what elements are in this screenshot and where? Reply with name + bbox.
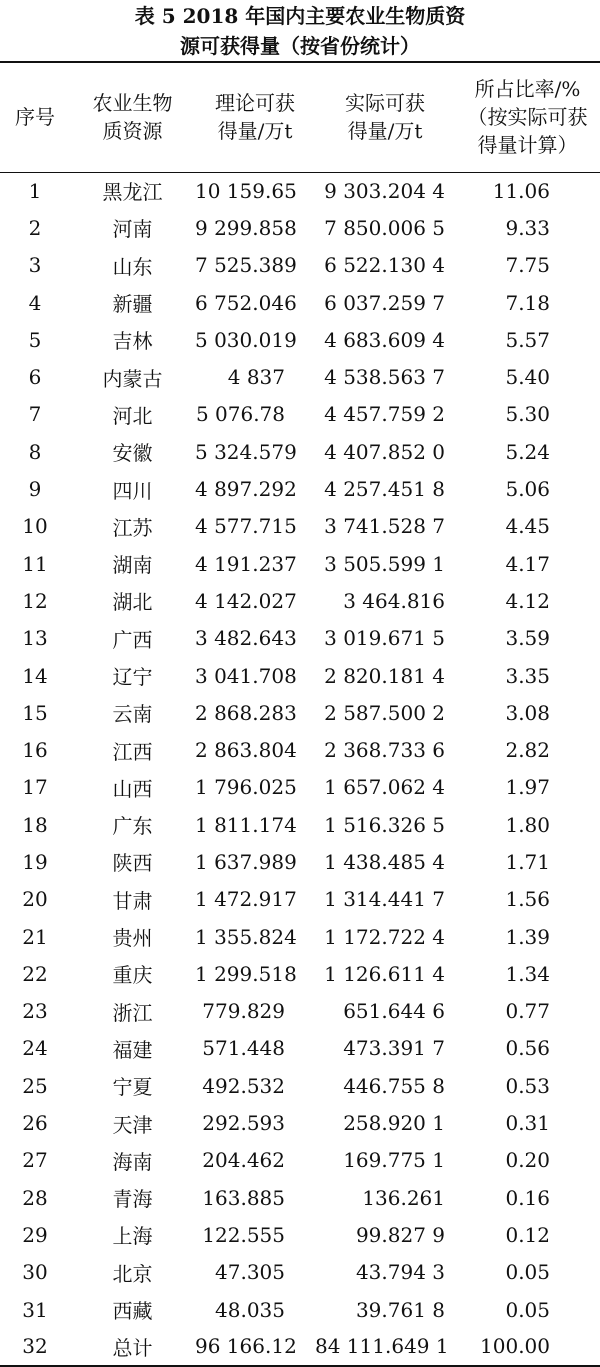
row-index: 26 <box>22 1111 48 1136</box>
row-theoretical-amount: 779.829 <box>202 999 285 1024</box>
row-resource-name: 广西 <box>112 627 153 652</box>
row-resource-name: 安徽 <box>112 441 153 466</box>
row-index: 6 <box>28 365 42 390</box>
row-actual-amount: 1 126.611 4 <box>324 961 445 986</box>
row-resource-name: 江西 <box>112 739 153 764</box>
row-resource-name: 宁夏 <box>112 1075 153 1100</box>
row-ratio: 0.53 <box>505 1073 550 1098</box>
row-index: 7 <box>28 402 42 427</box>
row-index: 28 <box>22 1185 48 1210</box>
row-actual-amount: 1 438.485 4 <box>324 849 445 874</box>
row-ratio: 5.30 <box>505 402 550 427</box>
row-index: 25 <box>22 1073 48 1098</box>
table-row <box>0 1254 600 1291</box>
row-actual-amount: 651.644 6 <box>343 999 445 1024</box>
row-index: 19 <box>22 849 48 874</box>
table-row <box>0 1179 600 1216</box>
row-ratio: 3.08 <box>505 700 550 725</box>
row-theoretical-amount: 4 142.027 <box>195 588 297 613</box>
row-index: 5 <box>28 327 42 352</box>
caption-line-2: 源可获得量（按省份统计） <box>180 34 420 58</box>
row-resource-name: 总计 <box>112 1335 153 1360</box>
row-resource-name: 青海 <box>112 1187 153 1212</box>
row-actual-amount: 3 464.816 <box>343 588 445 613</box>
row-index: 21 <box>22 924 48 949</box>
table-caption <box>0 0 600 61</box>
table-row <box>0 881 600 918</box>
row-resource-name: 湖南 <box>112 553 153 578</box>
row-resource-name: 重庆 <box>112 963 153 988</box>
header-theoretical: 理论可获 得量/万t <box>215 91 295 144</box>
row-resource-name: 浙江 <box>112 1000 153 1025</box>
row-actual-amount: 3 019.671 5 <box>324 626 445 651</box>
row-resource-name: 黑龙江 <box>102 180 163 205</box>
table-row <box>0 172 600 209</box>
row-resource-name: 海南 <box>112 1149 153 1174</box>
row-resource-name: 贵州 <box>112 926 153 951</box>
row-actual-amount: 1 516.326 5 <box>324 812 445 837</box>
row-index: 20 <box>22 887 48 912</box>
row-index: 14 <box>22 663 48 688</box>
table-row <box>0 955 600 992</box>
row-ratio: 1.56 <box>505 887 550 912</box>
row-index: 10 <box>22 514 48 539</box>
row-theoretical-amount: 2 868.283 <box>195 700 297 725</box>
row-resource-name: 四川 <box>112 478 153 503</box>
row-ratio: 7.18 <box>505 290 550 315</box>
row-ratio: 0.05 <box>505 1297 550 1322</box>
row-resource-name: 湖北 <box>112 590 153 615</box>
row-theoretical-amount: 47.305 <box>215 1260 285 1285</box>
row-resource-name: 内蒙古 <box>102 366 163 391</box>
table-body <box>0 172 600 1366</box>
row-ratio: 5.06 <box>505 477 550 502</box>
biomass-table <box>0 61 600 1367</box>
table-row <box>0 843 600 880</box>
row-actual-amount: 6 522.130 4 <box>324 253 445 278</box>
row-theoretical-amount: 292.593 <box>202 1111 285 1136</box>
row-theoretical-amount: 122.555 <box>202 1222 285 1247</box>
row-theoretical-amount: 96 166.12 <box>195 1334 297 1359</box>
row-actual-amount: 6 037.259 7 <box>324 290 445 315</box>
row-index: 27 <box>22 1148 48 1173</box>
row-index: 15 <box>22 700 48 725</box>
row-resource-name: 山西 <box>112 776 153 801</box>
row-theoretical-amount: 1 811.174 <box>195 812 297 837</box>
header-index: 序号 <box>15 105 55 130</box>
row-ratio: 5.40 <box>505 365 550 390</box>
row-index: 23 <box>22 999 48 1024</box>
row-theoretical-amount: 3 041.708 <box>195 663 297 688</box>
row-resource-name: 福建 <box>112 1037 153 1062</box>
row-ratio: 0.77 <box>505 999 550 1024</box>
row-ratio: 5.57 <box>505 327 550 352</box>
row-theoretical-amount: 1 796.025 <box>195 775 297 800</box>
table-row <box>0 1104 600 1141</box>
row-theoretical-amount: 4 897.292 <box>195 477 297 502</box>
row-index: 8 <box>28 439 42 464</box>
table-row <box>0 1216 600 1253</box>
row-theoretical-amount: 10 159.65 <box>195 178 297 203</box>
row-index: 29 <box>22 1222 48 1247</box>
row-index: 1 <box>28 178 42 203</box>
row-ratio: 5.24 <box>505 439 550 464</box>
row-theoretical-amount: 5 324.579 <box>195 439 297 464</box>
row-index: 32 <box>22 1334 48 1359</box>
row-resource-name: 吉林 <box>112 329 153 354</box>
header-actual: 实际可获 得量/万t <box>345 91 425 144</box>
row-ratio: 4.45 <box>505 514 550 539</box>
row-actual-amount: 1 314.441 7 <box>324 887 445 912</box>
row-index: 17 <box>22 775 48 800</box>
row-index: 24 <box>22 1036 48 1061</box>
row-ratio: 0.56 <box>505 1036 550 1061</box>
row-index: 4 <box>28 290 42 315</box>
row-index: 2 <box>28 215 42 240</box>
row-actual-amount: 4 257.451 8 <box>324 477 445 502</box>
row-actual-amount: 3 741.528 7 <box>324 514 445 539</box>
row-ratio: 1.71 <box>505 849 550 874</box>
row-resource-name: 河北 <box>112 403 153 428</box>
table-row <box>0 1067 600 1104</box>
row-actual-amount: 169.775 1 <box>343 1148 445 1173</box>
table-row <box>0 731 600 768</box>
table-row <box>0 358 600 395</box>
row-ratio: 3.35 <box>505 663 550 688</box>
row-theoretical-amount: 4 577.715 <box>195 514 297 539</box>
row-resource-name: 陕西 <box>112 851 153 876</box>
row-resource-name: 河南 <box>112 217 153 242</box>
row-index: 18 <box>22 812 48 837</box>
row-index: 30 <box>22 1260 48 1285</box>
row-ratio: 3.59 <box>505 626 550 651</box>
table-row <box>0 284 600 321</box>
row-ratio: 4.17 <box>505 551 550 576</box>
table-row <box>0 694 600 731</box>
row-theoretical-amount: 4 837 <box>227 365 285 390</box>
row-index: 11 <box>22 551 48 576</box>
row-index: 12 <box>22 588 48 613</box>
row-index: 22 <box>22 961 48 986</box>
table-row <box>0 247 600 284</box>
table-row <box>0 582 600 619</box>
row-theoretical-amount: 1 472.917 <box>195 887 297 912</box>
row-resource-name: 甘肃 <box>112 888 153 913</box>
row-ratio: 0.12 <box>505 1222 550 1247</box>
row-resource-name: 广东 <box>112 814 153 839</box>
row-resource-name: 天津 <box>112 1112 153 1137</box>
table-row <box>0 1142 600 1179</box>
table-row <box>0 657 600 694</box>
row-ratio: 11.06 <box>492 178 550 203</box>
row-index: 16 <box>22 738 48 763</box>
row-ratio: 1.34 <box>505 961 550 986</box>
table-row <box>0 769 600 806</box>
row-theoretical-amount: 3 482.643 <box>195 626 297 651</box>
row-theoretical-amount: 1 637.989 <box>195 849 297 874</box>
row-actual-amount: 7 850.006 5 <box>324 215 445 240</box>
row-resource-name: 云南 <box>112 702 153 727</box>
table-row <box>0 993 600 1030</box>
row-actual-amount: 473.391 7 <box>343 1036 445 1061</box>
row-resource-name: 北京 <box>112 1261 153 1286</box>
header-ratio: 所占比率/% （按实际可获 得量计算） <box>467 77 588 158</box>
row-resource-name: 上海 <box>112 1224 153 1249</box>
caption-line-1: 表 5 2018 年国内主要农业生物质资 <box>134 4 466 28</box>
row-index: 3 <box>28 253 42 278</box>
row-index: 9 <box>28 477 42 502</box>
row-actual-amount: 4 407.852 0 <box>324 439 445 464</box>
row-ratio: 4.12 <box>505 588 550 613</box>
row-resource-name: 江苏 <box>112 515 153 540</box>
row-actual-amount: 1 657.062 4 <box>324 775 445 800</box>
row-theoretical-amount: 571.448 <box>202 1036 285 1061</box>
row-theoretical-amount: 9 299.858 <box>195 215 297 240</box>
row-actual-amount: 9 303.204 4 <box>324 178 445 203</box>
header-row <box>0 62 600 172</box>
row-ratio: 100.00 <box>480 1334 550 1359</box>
row-theoretical-amount: 204.462 <box>202 1148 285 1173</box>
row-actual-amount: 4 457.759 2 <box>324 402 445 427</box>
row-resource-name: 西藏 <box>112 1299 153 1324</box>
row-actual-amount: 1 172.722 4 <box>324 924 445 949</box>
row-theoretical-amount: 492.532 <box>202 1073 285 1098</box>
table-row <box>0 321 600 358</box>
row-ratio: 0.16 <box>505 1185 550 1210</box>
table-row <box>0 1291 600 1328</box>
row-resource-name: 山东 <box>112 254 153 279</box>
row-ratio: 1.39 <box>505 924 550 949</box>
row-actual-amount: 84 111.649 1 <box>315 1334 449 1359</box>
table-row <box>0 1328 600 1365</box>
row-theoretical-amount: 7 525.389 <box>195 253 297 278</box>
row-ratio: 7.75 <box>505 253 550 278</box>
row-theoretical-amount: 5 030.019 <box>195 327 297 352</box>
row-actual-amount: 2 820.181 4 <box>324 663 445 688</box>
row-ratio: 9.33 <box>505 215 550 240</box>
table-row <box>0 209 600 246</box>
row-actual-amount: 99.827 9 <box>355 1222 445 1247</box>
row-ratio: 1.97 <box>505 775 550 800</box>
row-actual-amount: 446.755 8 <box>343 1073 445 1098</box>
row-ratio: 2.82 <box>505 738 550 763</box>
row-index: 31 <box>22 1297 48 1322</box>
row-actual-amount: 3 505.599 1 <box>324 551 445 576</box>
row-ratio: 0.05 <box>505 1260 550 1285</box>
row-actual-amount: 136.261 <box>362 1185 445 1210</box>
row-actual-amount: 43.794 3 <box>355 1260 445 1285</box>
table-row <box>0 470 600 507</box>
row-actual-amount: 4 538.563 7 <box>324 365 445 390</box>
row-theoretical-amount: 5 076.78 <box>195 402 285 427</box>
table-row <box>0 620 600 657</box>
row-theoretical-amount: 4 191.237 <box>195 551 297 576</box>
table-row <box>0 806 600 843</box>
row-theoretical-amount: 2 863.804 <box>195 738 297 763</box>
row-ratio: 0.20 <box>505 1148 550 1173</box>
row-theoretical-amount: 1 355.824 <box>195 924 297 949</box>
row-actual-amount: 2 587.500 2 <box>324 700 445 725</box>
row-theoretical-amount: 163.885 <box>202 1185 285 1210</box>
table-row <box>0 396 600 433</box>
row-ratio: 0.31 <box>505 1111 550 1136</box>
table-row <box>0 545 600 582</box>
row-index: 13 <box>22 626 48 651</box>
row-actual-amount: 39.761 8 <box>355 1297 445 1322</box>
row-ratio: 1.80 <box>505 812 550 837</box>
row-theoretical-amount: 6 752.046 <box>195 290 297 315</box>
table-row <box>0 918 600 955</box>
row-actual-amount: 4 683.609 4 <box>324 327 445 352</box>
table-row <box>0 1030 600 1067</box>
header-resource: 农业生物 质资源 <box>92 91 173 144</box>
row-resource-name: 辽宁 <box>112 665 153 689</box>
row-theoretical-amount: 1 299.518 <box>195 961 297 986</box>
row-actual-amount: 258.920 1 <box>343 1111 445 1136</box>
row-theoretical-amount: 48.035 <box>215 1297 285 1322</box>
table-row <box>0 508 600 545</box>
row-actual-amount: 2 368.733 6 <box>324 738 445 763</box>
row-resource-name: 新疆 <box>112 292 153 317</box>
table-row <box>0 433 600 470</box>
